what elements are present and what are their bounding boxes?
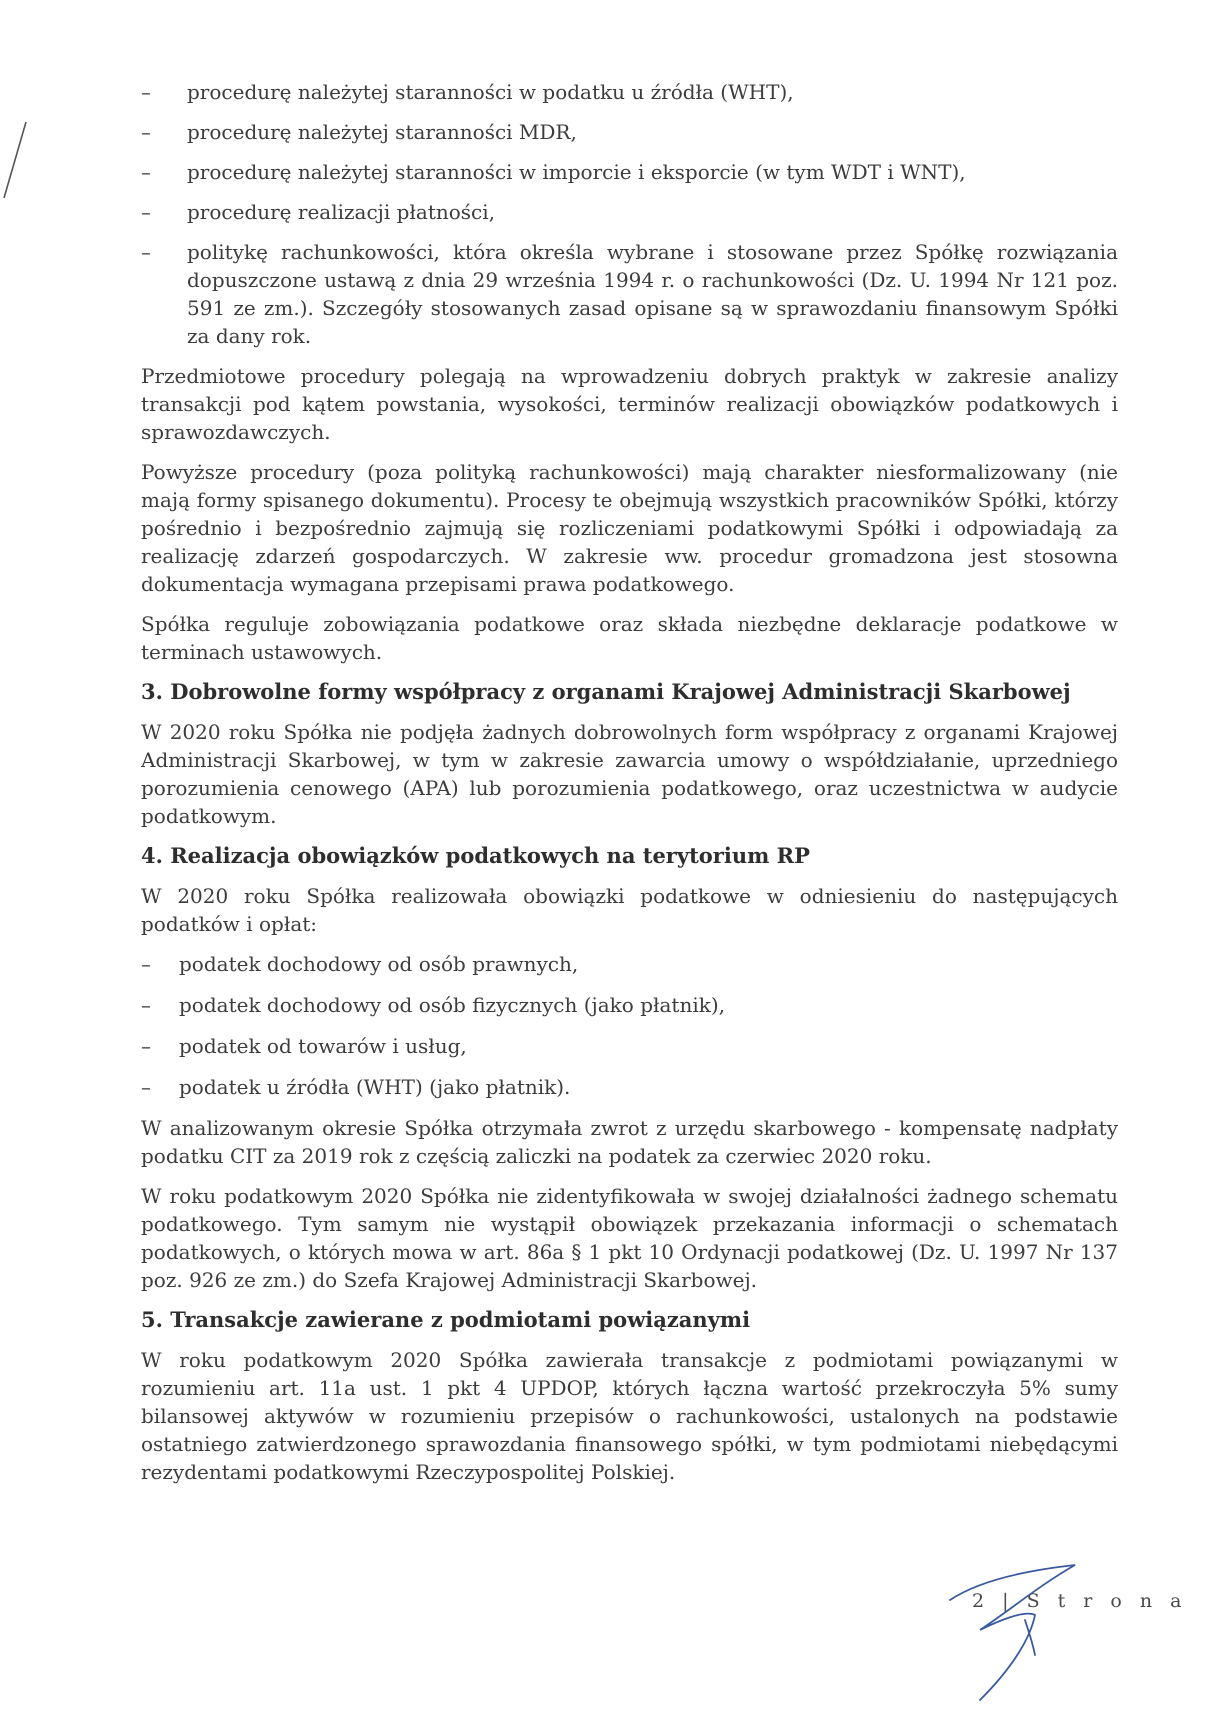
- paragraph: W analizowanym okresie Spółka otrzymała zwrot z urzędu skarbowego - kompensatę nadpłaty podatku CIT za 2019 rok z częścią zaliczki na podatek za czerwiec 2020 roku.: [141, 1116, 1118, 1168]
- paragraph: Przedmiotowe procedury polegają na wprowadzeniu dobrych praktyk w zakresie analizy transakcji pod kątem powstania, wysokości, terminów realizacji obowiązków podatkowych i sprawozdawczych.: [141, 364, 1118, 444]
- dash-marker: –: [141, 160, 151, 184]
- list-item-text: politykę rachunkowości, która określa wybrane i stosowane przez Spółkę rozwiązania dopuszczone ustawą z dnia 29 września 1994 r. o rachunkowości (Dz. U. 1994 Nr 121 poz. 591 ze zm.). Szczegóły stosowanych zasad opisane są w sprawozdaniu finansowym Spółki za dany rok.: [187, 240, 1118, 348]
- section-heading: 4. Realizacja obowiązków podatkowych na terytorium RP: [141, 843, 810, 868]
- dash-marker: –: [141, 1034, 151, 1058]
- list-item: [141, 950, 1118, 978]
- paragraph: W 2020 roku Spółka realizowała obowiązki podatkowe w odniesieniu do następujących podatków i opłat:: [141, 884, 1118, 936]
- taxes-list: [141, 950, 1118, 1101]
- list-item: [141, 158, 1118, 186]
- list-item-text: procedurę realizacji płatności,: [187, 200, 495, 224]
- list-item: [141, 118, 1118, 146]
- dash-marker: –: [141, 1075, 151, 1099]
- dash-marker: –: [141, 120, 151, 144]
- list-item: [141, 238, 1118, 350]
- list-item-text: podatek u źródła (WHT) (jako płatnik).: [179, 1075, 571, 1099]
- list-item-text: podatek dochodowy od osób fizycznych (jako płatnik),: [179, 993, 725, 1017]
- dash-marker: –: [141, 993, 151, 1017]
- procedures-list: [141, 78, 1118, 350]
- list-item-text: podatek od towarów i usług,: [179, 1034, 467, 1058]
- dash-marker: –: [141, 240, 151, 264]
- paragraph: Spółka reguluje zobowiązania podatkowe oraz składa niezbędne deklaracje podatkowe w terminach ustawowych.: [141, 612, 1118, 664]
- list-item: [141, 991, 1118, 1019]
- list-item-text: procedurę należytej staranności MDR,: [187, 120, 577, 144]
- list-item: [141, 1073, 1118, 1101]
- dash-marker: –: [141, 200, 151, 224]
- paragraph: Powyższe procedury (poza polityką rachunkowości) mają charakter niesformalizowany (nie mają formy spisanego dokumentu). Procesy te obejmują wszystkich pracowników Spółki, którzy pośrednio i bezpośrednio zajmują się rozliczeniami podatkowymi Spółki i odpowiadają za realizację zdarzeń gospodarczych. W zakresie ww. procedur gromadzona jest stosowna dokumentacja wymagana przepisami prawa podatkowego.: [141, 460, 1118, 596]
- section-heading: 5. Transakcje zawierane z podmiotami powiązanymi: [141, 1307, 751, 1332]
- signature-mark: [940, 1560, 1090, 1710]
- dash-marker: –: [141, 80, 151, 104]
- list-item: [141, 198, 1118, 226]
- list-item-text: procedurę należytej staranności w podatku u źródła (WHT),: [187, 80, 794, 104]
- paragraph: W 2020 roku Spółka nie podjęła żadnych dobrowolnych form współpracy z organami Krajowej Administracji Skarbowej, w tym w zakresie zawarcia umowy o współdziałanie, uprzedniego porozumienia cenowego (APA) lub porozumienia podatkowego, oraz uczestnictwa w audycie podatkowym.: [141, 720, 1118, 828]
- paragraph: W roku podatkowym 2020 Spółka zawierała transakcje z podmiotami powiązanymi w rozumieniu art. 11a ust. 1 pkt 4 UPDOP, których łączna wartość przekroczyła 5% sumy bilansowej aktywów w rozumieniu przepisów o rachunkowości, ustalonych na podstawie ostatniego zatwierdzonego sprawozdania finansowego spółki, w tym podmiotami niebędącymi rezydentami podatkowymi Rzeczypospolitej Polskiej.: [141, 1348, 1118, 1484]
- list-item: [141, 78, 1118, 106]
- document-page: [141, 78, 1118, 1498]
- margin-stroke: [0, 120, 30, 200]
- dash-marker: –: [141, 952, 151, 976]
- paragraph: W roku podatkowym 2020 Spółka nie zidentyfikowała w swojej działalności żadnego schematu podatkowego. Tym samym nie wystąpił obowiązek przekazania informacji o schematach podatkowych, o których mowa w art. 86a § 1 pkt 10 Ordynacji podatkowej (Dz. U. 1997 Nr 137 poz. 926 ze zm.) do Szefa Krajowej Administracji Skarbowej.: [141, 1184, 1118, 1292]
- list-item-text: podatek dochodowy od osób prawnych,: [179, 952, 579, 976]
- list-item: [141, 1032, 1118, 1060]
- section-heading: 3. Dobrowolne formy współpracy z organami Krajowej Administracji Skarbowej: [141, 679, 1071, 704]
- list-item-text: procedurę należytej staranności w imporcie i eksporcie (w tym WDT i WNT),: [187, 160, 966, 184]
- page-number: 2 | S t r o n a: [972, 1590, 1188, 1612]
